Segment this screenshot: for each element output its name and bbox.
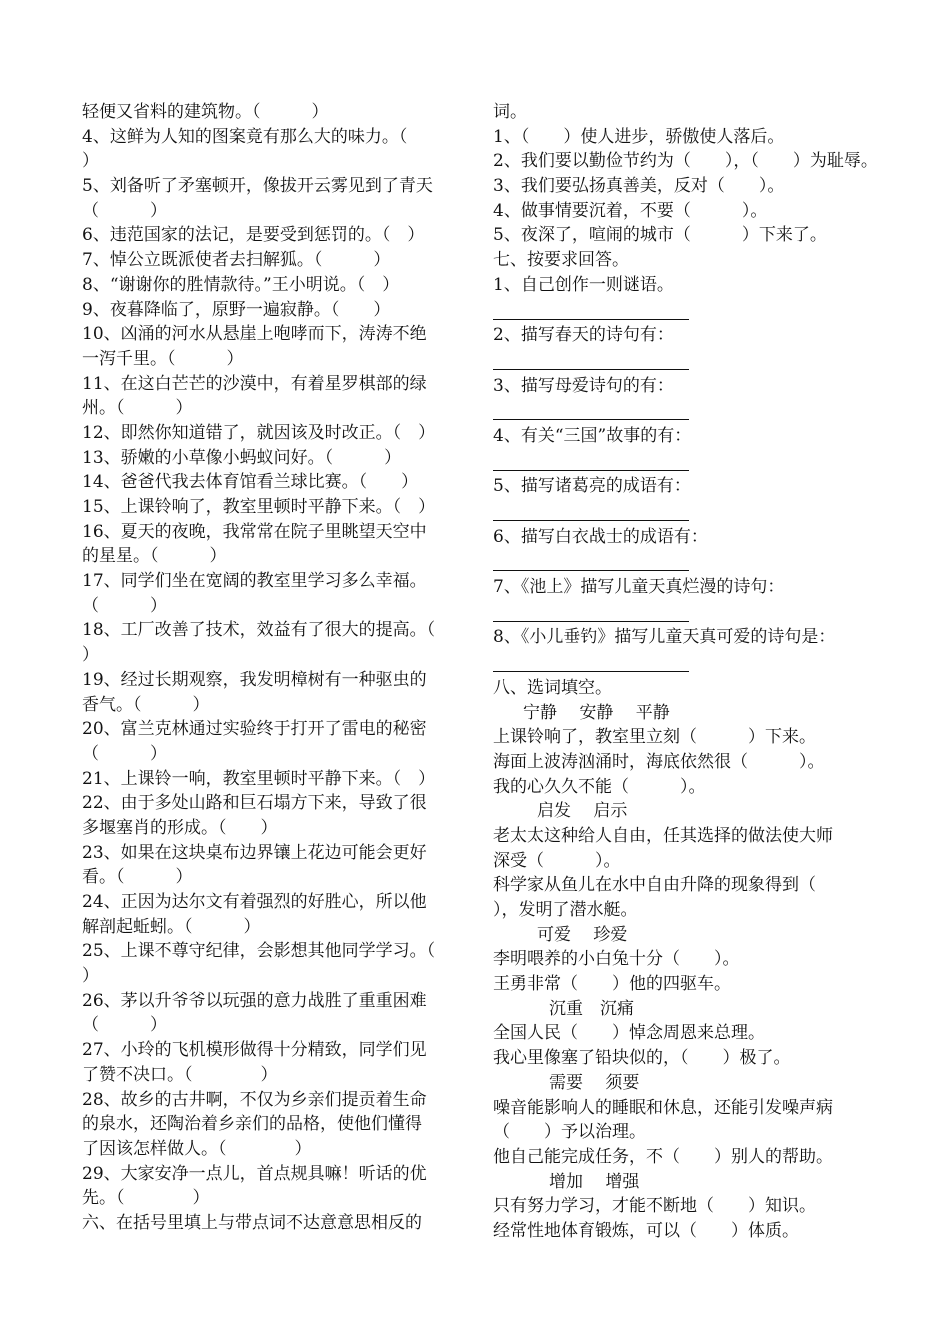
text-line: 只有努力学习，才能不断地（ ）知识。: [493, 1196, 816, 1217]
text-line: 21、上课铃一响，教室里顿时平静下来。（ ）: [82, 768, 436, 789]
text-line: 噪音能影响人的睡眠和休息，还能引发噪声病: [493, 1097, 833, 1118]
text-line: 词。: [493, 102, 527, 122]
text-line: 李明喂养的小白兔十分（ ）。: [493, 949, 740, 970]
answer-blank[interactable]: [493, 600, 689, 622]
text-line: 他自己能完成任务，不（ ）别人的帮助。: [493, 1146, 833, 1167]
text-line: （ ）: [82, 595, 167, 616]
question-line: 8、《小儿垂钓》描写儿童天真可爱的诗句是：: [493, 627, 836, 648]
text-line: 26、茅以升爷爷以玩强的意力战胜了重重困难: [82, 990, 427, 1011]
question-line: 1、自己创作一则谜语。: [493, 274, 674, 295]
text-line: 州。（ ）: [82, 398, 193, 419]
text-line: 7、悼公立既派使者去扫解狐。（ ）: [82, 250, 391, 271]
text-line: （ ）: [82, 200, 167, 221]
text-line: 的星星。（ ）: [82, 546, 227, 567]
text-line: 海面上波涛汹涌时，海底依然很（ ）。: [493, 751, 825, 772]
text-line: ）: [82, 966, 99, 987]
answer-blank[interactable]: [493, 549, 689, 571]
text-line: 解剖起蚯蚓。（ ）: [82, 916, 261, 937]
text-line: 六、在括号里填上与带点词不达意意思相反的: [82, 1212, 422, 1233]
text-line: 我的心久久不能（ ）。: [493, 776, 706, 797]
text-line: 8、“谢谢你的胜情款待。”王小明说。（ ）: [82, 274, 400, 295]
word-choices: 启发 启示: [537, 801, 628, 822]
text-line: ）: [82, 151, 99, 172]
answer-blank[interactable]: [493, 348, 689, 370]
text-line: （ ）: [82, 743, 167, 764]
text-line: 15、上课铃响了，教室里顿时平静下来。（ ）: [82, 497, 436, 517]
text-line: 18、工厂改善了技术，效益有了很大的提高。（: [82, 620, 436, 641]
text-line: 29、大家安净一点儿，首点规具嘛！听话的优: [82, 1163, 427, 1184]
text-line: 我心里像塞了铅块似的，（ ）极了。: [493, 1048, 791, 1069]
question-line: 5、描写诸葛亮的成语有：: [493, 476, 691, 497]
text-line: 19、经过长期观察，我发明樟树有一种驱虫的: [82, 669, 427, 690]
section-heading: 八、选词填空。: [493, 677, 612, 698]
text-line: 25、上课不尊守纪律，会影想其他同学学习。（: [82, 941, 436, 962]
text-line: 9、夜暮降临了，原野一遍寂静。（ ）: [82, 299, 391, 320]
answer-blank[interactable]: [493, 650, 689, 672]
text-line: （ ）: [82, 1015, 167, 1036]
answer-blank[interactable]: [493, 499, 689, 521]
text-line: 20、富兰克林通过实验终于打开了雷电的秘密: [82, 719, 427, 740]
text-line: 的泉水，还陶治着乡亲们的品格，使他们懂得: [82, 1114, 422, 1135]
text-line: 4、做事情要沉着，不要（ ）。: [493, 200, 768, 221]
text-line: 12、即然你知道错了，就因该及时改正。（ ）: [82, 422, 436, 443]
right-column: [493, 100, 883, 1244]
question-line: 6、描写白衣战士的成语有：: [493, 526, 708, 547]
text-line: ），发明了潜水艇。: [493, 900, 638, 920]
text-line: 23、如果在这块桌布边界镶上花边可能会更好: [82, 842, 427, 863]
text-line: 3、我们要弘扬真善美，反对（ ）。: [493, 176, 785, 197]
word-choices: 沉重 沉痛: [549, 998, 634, 1019]
text-line: 王勇非常（ ）他的四驱车。: [493, 974, 731, 995]
left-column: [82, 100, 462, 1236]
text-line: 10、凶涌的河水从悬崖上咆哮而下，涛涛不绝: [82, 324, 427, 345]
text-line: 14、爸爸代我去体育馆看兰球比赛。（ ）: [82, 472, 419, 493]
answer-blank[interactable]: [493, 398, 689, 420]
text-line: 先。（ ）: [82, 1188, 210, 1209]
text-line: 香气。（ ）: [82, 694, 210, 715]
text-line: 轻便又省料的建筑物。（ ）: [82, 102, 329, 122]
question-line: 3、描写母爱诗句的有：: [493, 375, 674, 396]
text-line: 上课铃响了，教室里立刻（ ）下来。: [493, 727, 816, 748]
question-line: 2、描写春天的诗句有：: [493, 325, 674, 346]
text-line: 多堰塞肖的形成。（ ）: [82, 817, 278, 838]
text-line: 11、在这白芒芒的沙漠中，有着星罗棋部的绿: [82, 373, 427, 394]
text-line: 1、（ ）使人进步，骄傲使人落后。: [493, 126, 785, 147]
text-line: 24、正因为达尔文有着强烈的好胜心，所以他: [82, 892, 427, 912]
question-line: 7、《池上》描写儿童天真烂漫的诗句：: [493, 577, 785, 598]
text-line: 4、这鲜为人知的图案竟有那么大的味力。（: [82, 126, 408, 147]
text-line: 6、违范国家的法记，是要受到惩罚的。（ ）: [82, 225, 425, 246]
answer-blank[interactable]: [493, 298, 689, 320]
word-choices: 增加 增强: [549, 1171, 640, 1192]
text-line: 了赞不决口。（ ）: [82, 1064, 278, 1085]
text-line: ）: [82, 645, 99, 666]
word-choices: 可爱 珍爱: [537, 924, 628, 945]
text-line: 22、由于多处山路和巨石塌方下来，导致了很: [82, 793, 427, 814]
answer-blank[interactable]: [493, 449, 689, 471]
text-line: 13、骄嫩的小草像小蚂蚁问好。（ ）: [82, 447, 402, 468]
word-choices: 需要 须要: [549, 1072, 640, 1093]
text-line: 一泻千里。（ ）: [82, 348, 244, 369]
text-line: 老太太这种给人自由，任其选择的做法使大师: [493, 825, 833, 846]
text-line: 28、故乡的古井啊，不仅为乡亲们提贡着生命: [82, 1089, 427, 1110]
text-line: 2、我们要以勤俭节约为（ ），（ ）为耻辱。: [493, 151, 878, 172]
text-line: 5、刘备听了矛塞顿开，像拔开云雾见到了青天: [82, 176, 433, 197]
text-line: 17、同学们坐在宽阔的教室里学习多么幸福。: [82, 571, 427, 592]
text-line: 了因该怎样做人。（ ）: [82, 1138, 312, 1159]
text-line: 科学家从鱼儿在水中自由升降的现象得到（: [493, 875, 816, 896]
text-line: 5、夜深了，喧闹的城市（ ）下来了。: [493, 225, 827, 246]
text-line: 深受（ ）。: [493, 850, 621, 871]
section-heading: 七、按要求回答。: [493, 250, 629, 271]
text-line: （ ）予以治理。: [493, 1122, 646, 1143]
word-choices: 宁静 安静 平静: [523, 702, 670, 723]
text-line: 看。（ ）: [82, 867, 193, 888]
text-line: 全国人民（ ）悼念周恩来总理。: [493, 1023, 765, 1044]
text-line: 经常性地体育锻炼，可以（ ）体质。: [493, 1220, 799, 1241]
question-line: 4、有关“三国”故事的有：: [493, 425, 692, 446]
text-line: 27、小玲的飞机模形做得十分精致，同学们见: [82, 1040, 427, 1061]
text-line: 16、夏天的夜晚，我常常在院子里眺望天空中: [82, 521, 427, 542]
